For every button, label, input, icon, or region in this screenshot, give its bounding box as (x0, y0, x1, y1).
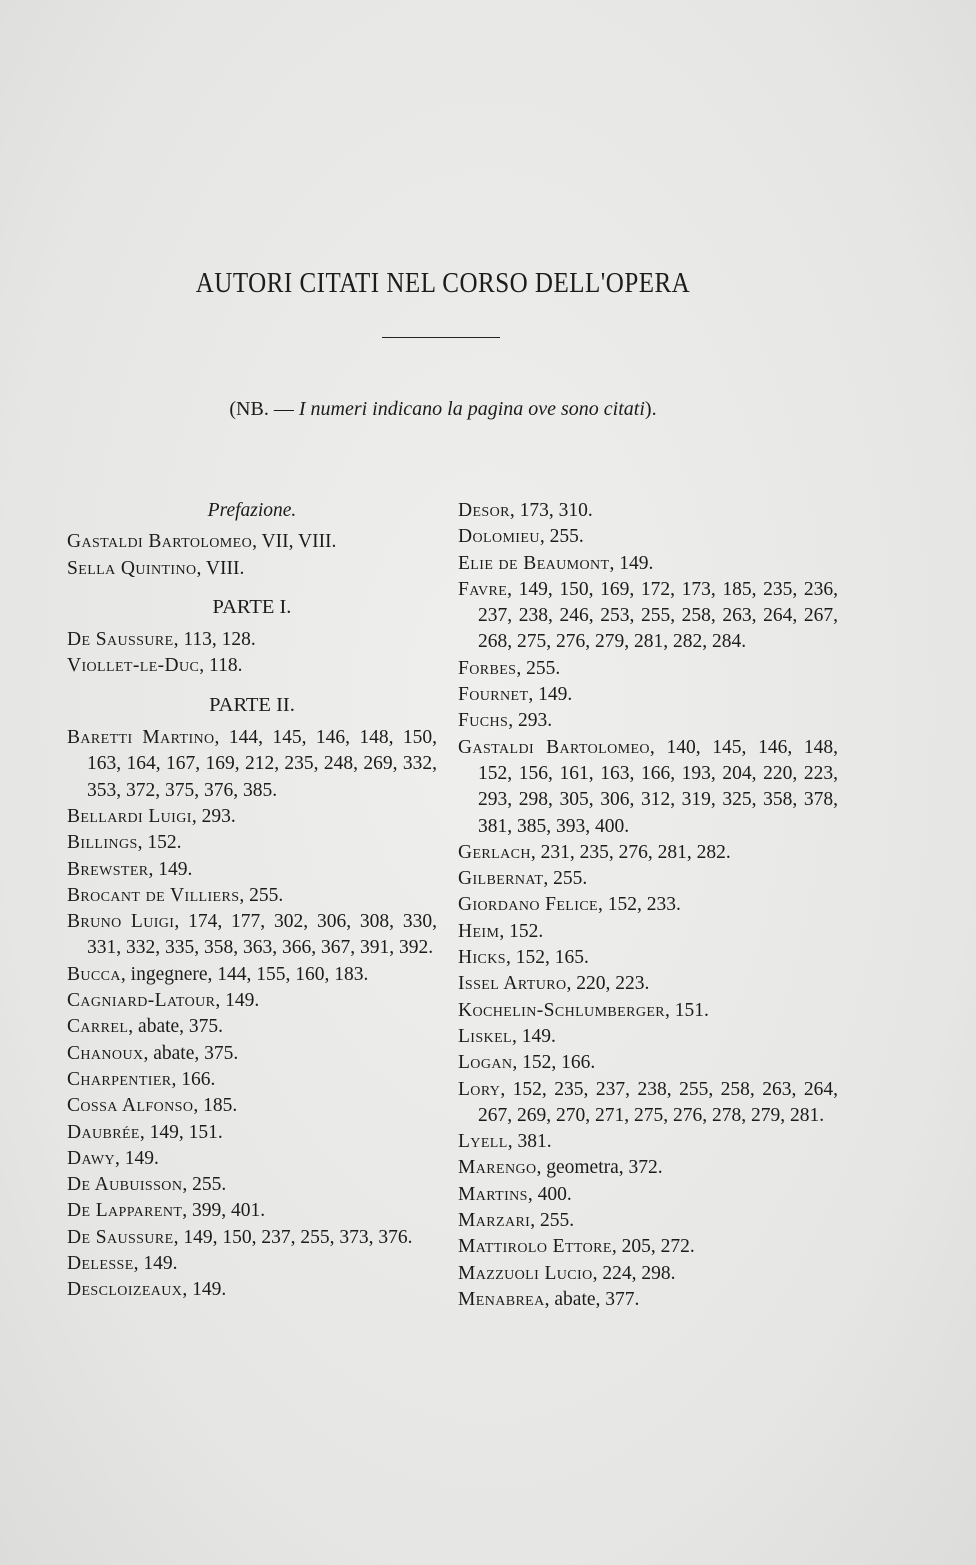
page-references: , 152. (137, 832, 182, 854)
section-heading-prefazione: Prefazione. (207, 500, 297, 521)
author-name: Bruno Luigi (67, 911, 175, 933)
section-heading-parte-1: PARTE I. (212, 595, 292, 618)
index-entry (458, 1077, 838, 1130)
index-entry (67, 804, 437, 830)
author-name: Chanoux (67, 1042, 144, 1064)
page-references: , 381. (507, 1131, 552, 1153)
page-references: , 255. (530, 1210, 575, 1232)
page-references: , 293. (508, 710, 553, 732)
author-name: Bellardi Luigi (67, 805, 192, 827)
index-entry (458, 577, 838, 656)
author-name: Delesse (67, 1253, 134, 1275)
index-entry (458, 1024, 838, 1050)
page-references: , 140, 145, 146, 148, 152, 156, 161, 163, 166, 193, 204, 220, 223, 293, 298, 305, 306, 312, 319, 325, 358, 378, 381, 385, 393, 400. (478, 736, 838, 837)
page-references: , 149. (148, 858, 193, 880)
page-references: , abate, 377. (544, 1288, 640, 1310)
page-references: , 149, 150, 237, 255, 373, 376. (173, 1226, 413, 1248)
page-references: , geometra, 372. (536, 1157, 663, 1179)
index-entry (67, 1146, 437, 1172)
index-entry (67, 1093, 437, 1119)
entries-prefazione (67, 529, 437, 582)
index-entry (458, 1287, 838, 1313)
author-name: Gastaldi Bartolomeo (458, 736, 650, 758)
index-entry (458, 708, 838, 734)
page-references: , 149. (215, 990, 260, 1012)
page-references: , 173, 310. (509, 500, 593, 521)
index-entry (67, 1277, 437, 1303)
page-references: , 118. (199, 655, 243, 677)
index-entry (458, 892, 838, 918)
author-name: Mazzuoli Lucio (458, 1262, 593, 1284)
index-entry (67, 556, 437, 582)
author-name: Giordano Felice (458, 894, 599, 916)
index-entry (458, 971, 838, 997)
entries-parte-1 (67, 627, 437, 680)
index-entry (458, 1155, 838, 1181)
author-name: De Aubuisson (67, 1174, 183, 1196)
author-name: Brewster (67, 858, 149, 880)
index-entry (67, 909, 437, 962)
index-entry (458, 1208, 838, 1234)
author-name: De Saussure (67, 629, 174, 651)
author-name: Brocant de Villiers (67, 884, 240, 906)
index-entry (458, 656, 838, 682)
index-entry (67, 1172, 437, 1198)
page-references: , 152, 233. (598, 894, 681, 916)
author-name: Charpentier (67, 1068, 172, 1090)
page-references: , abate, 375. (143, 1042, 239, 1064)
author-name: Fuchs (458, 710, 509, 732)
author-name: Hicks (458, 947, 506, 969)
page-references: , ingegnere, 144, 155, 160, 183. (120, 963, 369, 985)
author-name: Descloizeaux (67, 1279, 183, 1301)
page-references: , VIII. (196, 557, 245, 579)
page-references: , 255. (539, 526, 584, 548)
page-references: , 149. (609, 552, 654, 574)
page-references: , 149, 151. (139, 1121, 223, 1143)
page-references: , 152. (499, 920, 544, 942)
page-references: , 149. (511, 1025, 556, 1047)
author-name: Favre (458, 578, 508, 600)
index-entry (458, 945, 838, 971)
index-entry (67, 653, 437, 679)
author-name: Fournet (458, 684, 529, 706)
author-name: Kochelin-Schlumberger (458, 999, 666, 1021)
page-references: , 113, 128. (173, 629, 256, 651)
page-references: , 152, 235, 237, 238, 255, 258, 263, 264, 267, 269, 270, 271, 275, 276, 278, 279, 281. (478, 1078, 838, 1126)
page-references: , 224, 298. (592, 1262, 676, 1284)
author-name: Dawy (67, 1147, 115, 1169)
author-name: Viollet-le-Duc (67, 655, 200, 677)
author-name: Lory (458, 1078, 501, 1100)
index-entry (458, 998, 838, 1024)
page-references: , 151. (665, 999, 709, 1021)
index-entry (67, 529, 437, 555)
author-name: Heim (458, 920, 500, 942)
author-name: Logan (458, 1052, 513, 1074)
index-entry (458, 735, 838, 840)
page-references: , 149. (133, 1253, 178, 1275)
author-name: Daubrée (67, 1121, 140, 1143)
page-references: , 144, 145, 146, 148, 150, 163, 164, 167, 169, 212, 235, 248, 269, 332, 353, 372, 375, 376, 385. (87, 727, 437, 801)
index-entry (458, 866, 838, 892)
index-entry (67, 1225, 437, 1251)
index-entry (67, 988, 437, 1014)
author-name: Lyell (458, 1131, 508, 1153)
index-entry (67, 1041, 437, 1067)
page-references: , 166. (171, 1068, 216, 1090)
author-name: Martins (458, 1183, 528, 1205)
index-entry (67, 1198, 437, 1224)
author-name: Gastaldi Bartolomeo (67, 531, 253, 553)
index-entry (458, 682, 838, 708)
author-name: Menabrea (458, 1288, 545, 1310)
index-entry (67, 627, 437, 653)
author-name: Issel Arturo (458, 973, 567, 995)
page-references: , 293. (191, 805, 236, 827)
index-entry (67, 1014, 437, 1040)
index-entry (67, 883, 437, 909)
index-entry (67, 1251, 437, 1277)
index-entry (458, 551, 838, 577)
author-name: Desor (458, 500, 510, 521)
page-references: , 149, 150, 169, 172, 173, 185, 235, 236, 237, 238, 246, 253, 255, 258, 263, 264, 267, 268, 275, 276, 279, 281, 282, 284. (478, 578, 838, 653)
index-entry (458, 524, 838, 550)
author-name: Baretti Martino (67, 727, 215, 749)
right-column (458, 498, 838, 1313)
page-references: , abate, 375. (128, 1016, 224, 1038)
author-name: Forbes (458, 657, 517, 679)
author-name: Gerlach (458, 841, 531, 863)
author-name: Billings (67, 832, 138, 854)
page-note (0, 398, 886, 421)
page-references: , 231, 235, 276, 281, 282. (530, 841, 731, 863)
index-entry (67, 1067, 437, 1093)
author-name: Carrel (67, 1016, 129, 1038)
page-references: , 149. (528, 684, 573, 706)
author-name: Bucca (67, 963, 121, 985)
author-name: Elie de Beaumont (458, 552, 610, 574)
index-entry (67, 1120, 437, 1146)
page-references: , 255. (543, 868, 588, 890)
entries-right (458, 498, 838, 1313)
page-references: , 152, 166. (512, 1052, 596, 1074)
index-entry (67, 962, 437, 988)
index-entry (458, 1234, 838, 1260)
author-name: De Saussure (67, 1226, 174, 1248)
index-entry (458, 1182, 838, 1208)
author-name: Cossa Alfonso (67, 1095, 194, 1117)
index-entry (458, 1050, 838, 1076)
index-entry (458, 840, 838, 866)
author-name: Dolomieu (458, 526, 540, 548)
page-references: , VII, VIII. (252, 531, 337, 553)
note-italic: I numeri indicano la pagina ove sono citati (298, 398, 645, 420)
index-entry (458, 1129, 838, 1155)
page-references: , 399, 401. (182, 1200, 266, 1222)
author-name: Liskel (458, 1025, 512, 1047)
index-entry (458, 498, 838, 524)
index-entry (458, 919, 838, 945)
author-name: Sella Quintino (67, 557, 197, 579)
page-references: , 185. (193, 1095, 238, 1117)
page-references: , 174, 177, 302, 306, 308, 330, 331, 332, 335, 358, 363, 366, 367, 391, 392. (87, 911, 437, 959)
author-name: Mattirolo Ettore (458, 1236, 612, 1258)
author-name: Cagniard-Latour (67, 990, 216, 1012)
page-references: , 205, 272. (611, 1236, 695, 1258)
index-entry (67, 857, 437, 883)
index-entry (67, 830, 437, 856)
author-name: Marengo (458, 1157, 537, 1179)
note-open: (NB. — (229, 398, 299, 420)
page-references: , 400. (527, 1183, 572, 1205)
title-divider (382, 337, 500, 338)
page-references: , 149. (182, 1279, 227, 1301)
page-references: , 255. (516, 657, 561, 679)
author-name: Gilbernat (458, 868, 544, 890)
author-name: Marzari (458, 1210, 531, 1232)
index-entry (67, 725, 437, 804)
author-name: De Lapparent (67, 1200, 183, 1222)
page-references: , 255. (182, 1174, 227, 1196)
page-references: , 152, 165. (505, 947, 589, 969)
index-entry (458, 1261, 838, 1287)
page-references: , 255. (239, 884, 284, 906)
left-column (67, 498, 437, 1304)
page-references: , 149. (115, 1147, 159, 1169)
page-references: , 220, 223. (566, 973, 650, 995)
note-close: ). (644, 398, 657, 420)
page-title: AUTORI CITATI NEL CORSO DELL'OPERA (195, 268, 691, 299)
entries-parte-2 (67, 725, 437, 1304)
section-heading-parte-2: PARTE II. (209, 693, 295, 716)
